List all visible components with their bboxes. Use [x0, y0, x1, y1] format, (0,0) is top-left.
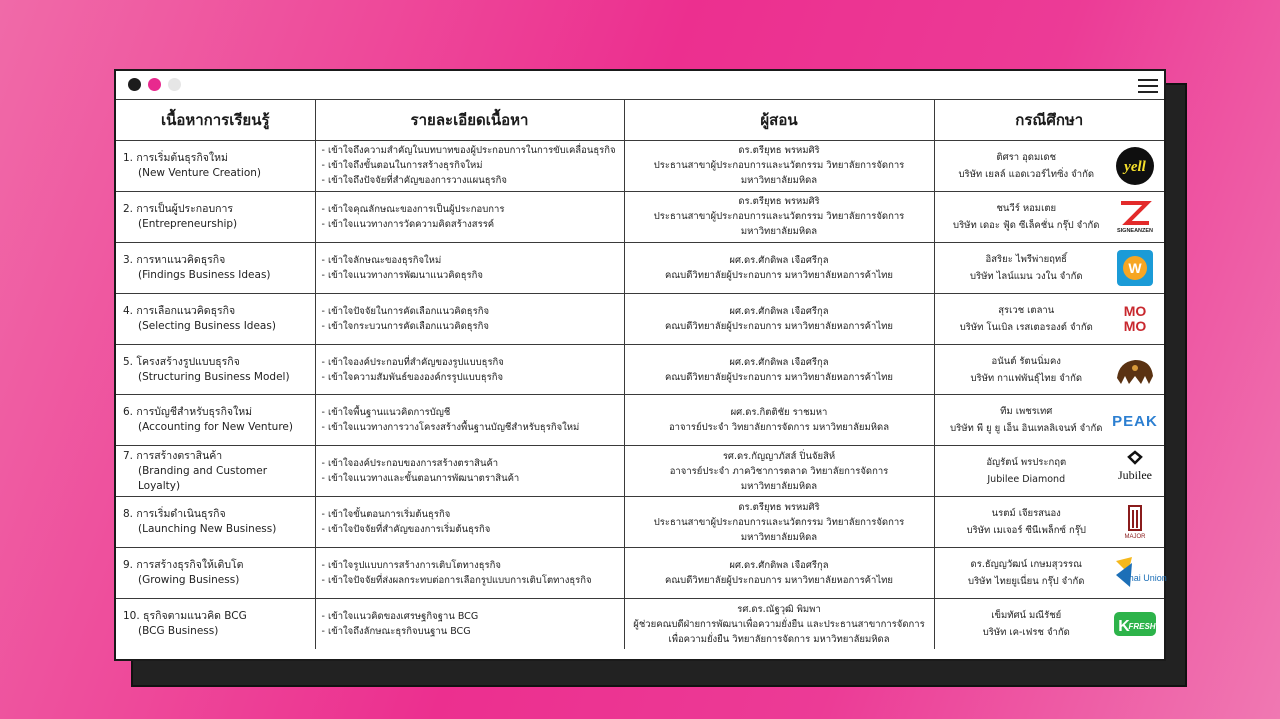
- topic-english: (Launching New Business): [138, 523, 277, 536]
- case-person: ดร.ธัญญวัฒน์ เกษมสุวรรณ: [970, 559, 1082, 571]
- maximize-dot[interactable]: [168, 78, 181, 91]
- topic-cell: [116, 141, 315, 192]
- case-study-cell: [934, 548, 1167, 599]
- instructor-cell: [624, 548, 934, 599]
- topic-english: (Structuring Business Model): [138, 370, 290, 383]
- topic-english: (Entrepreneurship): [138, 217, 238, 230]
- detail-line: - เข้าใจคุณลักษณะของการเป็นผู้ประกอบการ: [321, 203, 505, 215]
- logo-text: Jubilee: [1118, 468, 1152, 483]
- logo-text: FRESH: [1128, 622, 1156, 632]
- detail-line: - เข้าใจถึงลักษณะธุรกิจบนฐาน BCG: [321, 626, 471, 638]
- topic-thai: 6. การบัญชีสำหรับธุรกิจใหม่: [123, 406, 253, 419]
- instructor-line: ประธานสาขาผู้ประกอบการและนวัตกรรม วิทยาลัยการจัดการ: [653, 160, 905, 172]
- detail-line: - เข้าใจแนวทางการพัฒนาแนวคิดธุรกิจ: [321, 269, 483, 281]
- instructor-line: คณบดีวิทยาลัยผู้ประกอบการ มหาวิทยาลัยหอการค้าไทย: [665, 320, 893, 332]
- instructor-cell: [624, 497, 934, 548]
- details-cell: [315, 344, 624, 395]
- hamburger-menu-icon[interactable]: [1138, 79, 1158, 93]
- topic-thai: 2. การเป็นผู้ประกอบการ: [123, 202, 233, 215]
- case-company: บริษัท พี ยู ยู เอ็น อินเทลลิเจนท์ จำกัด: [950, 423, 1103, 435]
- table-body: [116, 141, 1167, 650]
- topic-thai: 3. การหาแนวคิดธุรกิจ: [123, 253, 226, 266]
- instructor-line: ประธานสาขาผู้ประกอบการและนวัตกรรม วิทยาลัยการจัดการ: [653, 211, 905, 223]
- case-study-cell: [934, 293, 1164, 344]
- instructor-cell: [624, 242, 934, 293]
- instructor-cell: [624, 599, 934, 650]
- case-study-cell: [934, 191, 1164, 242]
- topic-english: (Findings Business Ideas): [138, 268, 271, 281]
- table-row: [116, 293, 1164, 344]
- case-company: บริษัท เดอะ ฟู้ด ซีเล็คชั่น กรุ๊ป จำกัด: [953, 219, 1100, 231]
- logo-text: MAJOR: [1124, 534, 1146, 541]
- elephant-coffee-logo: [1112, 350, 1158, 390]
- instructor-line: ผศ.ดร.ศักดิพล เจือศรีกุล: [729, 305, 829, 317]
- browser-window: [114, 69, 1166, 661]
- case-person: ทีม เพชรเทศ: [1000, 406, 1053, 418]
- curriculum-table: [116, 99, 1167, 649]
- detail-line: - เข้าใจรูปแบบการสร้างการเติบโตทางธุรกิจ: [321, 560, 501, 572]
- table-row: [116, 191, 1164, 242]
- yell-logo: [1112, 146, 1158, 186]
- instructor-line: ดร.ตรียุทธ พรหมศิริ: [738, 145, 820, 157]
- logo-text: yell: [1124, 158, 1146, 175]
- case-person: อนันต์ รัตนนิ่มคง: [991, 355, 1061, 367]
- details-cell: [315, 395, 624, 446]
- case-study-cell: [934, 599, 1164, 650]
- case-company: บริษัท ไทยยูเนี่ยน กรุ๊ป จำกัด: [968, 576, 1085, 588]
- logo-text: Thai Union: [1123, 573, 1167, 584]
- topic-thai: 7. การสร้างตราสินค้า: [123, 449, 223, 462]
- detail-line: - เข้าใจขั้นตอนการเริ่มต้นธุรกิจ: [321, 509, 451, 521]
- case-study-cell: [934, 242, 1164, 293]
- instructor-cell: [624, 395, 934, 446]
- table-row: [116, 446, 1164, 497]
- topic-english: (Branding and Customer Loyalty): [138, 464, 268, 492]
- topic-thai: 9. การสร้างธุรกิจให้เติบโต: [123, 559, 244, 572]
- details-cell: [315, 242, 624, 293]
- table-row: [116, 497, 1164, 548]
- svg-text:MO: MO: [1123, 302, 1147, 319]
- table-row: [116, 344, 1164, 395]
- logo-text: PEAK: [1112, 413, 1158, 431]
- instructor-cell: [624, 191, 934, 242]
- table-row: [116, 242, 1164, 293]
- header-case-study: กรณีศึกษา: [934, 100, 1164, 141]
- case-company: บริษัท เมเจอร์ ซีนีเพล็กซ์ กรุ๊ป: [966, 525, 1086, 537]
- table-row: [116, 395, 1164, 446]
- jubilee-logo: [1112, 451, 1158, 491]
- case-study-cell: [934, 497, 1164, 548]
- detail-line: - เข้าใจลักษณะของธุรกิจใหม่: [321, 254, 442, 266]
- instructor-line: อาจารย์ประจำ วิทยาลัยการจัดการ มหาวิทยาลัยมหิดล: [668, 422, 890, 434]
- instructor-line: ดร.ตรียุทธ พรหมศิริ: [738, 196, 820, 208]
- case-company: บริษัท เยลล์ แอดเวอร์ไทซิ่ง จำกัด: [958, 168, 1094, 180]
- detail-line: - เข้าใจพื้นฐานแนวคิดการบัญชี: [321, 407, 451, 419]
- case-study-cell: [934, 446, 1164, 497]
- case-study-cell: [934, 141, 1164, 192]
- title-bar: [116, 71, 1164, 99]
- detail-line: - เข้าใจแนวทางการวางโครงสร้างพื้นฐานบัญชีสำหรับธุรกิจใหม่: [321, 422, 580, 434]
- topic-thai: 4. การเลือกแนวคิดธุรกิจ: [123, 304, 236, 317]
- case-person: นรตม์ เจียรสนอง: [991, 508, 1061, 520]
- svg-text:MO: MO: [1123, 317, 1147, 334]
- table-row: [116, 141, 1164, 192]
- thai-union-logo: [1112, 553, 1167, 593]
- instructor-line: อาจารย์ประจำ ภาควิชาการตลาด วิทยาลัยการจัดการ: [669, 465, 889, 477]
- instructor-line: มหาวิทยาลัยมหิดล: [740, 480, 818, 492]
- detail-line: - เข้าใจองค์ประกอบที่สำคัญของรูปแบบธุรกิจ: [321, 356, 504, 368]
- minimize-dot[interactable]: [148, 78, 161, 91]
- detail-line: - เข้าใจแนวคิดของเศรษฐกิจฐาน BCG: [321, 611, 479, 623]
- svg-text:K: K: [1118, 618, 1130, 636]
- details-cell: [315, 497, 624, 548]
- topic-thai: 1. การเริ่มต้นธุรกิจใหม่: [123, 151, 228, 164]
- topic-cell: [116, 497, 315, 548]
- detail-line: - เข้าใจองค์ประกอบของการสร้างตราสินค้า: [321, 458, 499, 470]
- logo-text: SIGNEANZEN: [1116, 227, 1154, 234]
- instructor-line: ผศ.ดร.กิตติชัย ราชมหา: [730, 407, 828, 419]
- case-company: บริษัท เค-เฟรช จำกัด: [982, 627, 1070, 639]
- table-row: [116, 548, 1164, 599]
- instructor-line: ผศ.ดร.ศักดิพล เจือศรีกุล: [729, 560, 829, 572]
- topic-english: (New Venture Creation): [138, 166, 261, 179]
- instructor-cell: [624, 293, 934, 344]
- case-company: บริษัท โนเบิล เรสเตอรองต์ จำกัด: [959, 321, 1093, 333]
- case-person: ชนวีร์ หอมเตย: [996, 202, 1057, 214]
- instructor-line: คณบดีวิทยาลัยผู้ประกอบการ มหาวิทยาลัยหอการค้าไทย: [665, 575, 893, 587]
- case-person: อัญรัตน์ พรประกฤต: [986, 457, 1067, 469]
- instructor-line: รศ.ดร.กัญญาภัสส์ ปิ่นจัยสิห์: [722, 450, 836, 462]
- instructor-line: ดร.ตรียุทธ พรหมศิริ: [738, 501, 820, 513]
- instructor-cell: [624, 344, 934, 395]
- instructor-line: คณบดีวิทยาลัยผู้ประกอบการ มหาวิทยาลัยหอการค้าไทย: [665, 269, 893, 281]
- details-cell: [315, 141, 624, 192]
- detail-line: - เข้าใจปัจจัยที่สำคัญของการเริ่มต้นธุรกิจ: [321, 524, 491, 536]
- instructor-line: รศ.ดร.ณัฐวุฒิ พิมพา: [737, 603, 821, 615]
- topic-cell: [116, 191, 315, 242]
- header-instructor: ผู้สอน: [624, 100, 934, 141]
- instructor-line: มหาวิทยาลัยมหิดล: [740, 531, 818, 543]
- detail-line: - เข้าใจกระบวนการคัดเลือกแนวคิดธุรกิจ: [321, 320, 489, 332]
- topic-cell: [116, 344, 315, 395]
- table-row: [116, 599, 1164, 650]
- topic-cell: [116, 548, 315, 599]
- topic-thai: 10. ธุรกิจตามแนวคิด BCG: [123, 610, 247, 623]
- header-details: รายละเอียดเนื้อหา: [315, 100, 624, 141]
- detail-line: - เข้าใจความสัมพันธ์ขององค์กรรูปแบบธุรกิจ: [321, 371, 504, 383]
- detail-line: - เข้าใจแนวทางการวัดความคิดสร้างสรรค์: [321, 218, 495, 230]
- wongnai-logo: [1112, 248, 1158, 288]
- case-company: บริษัท ไลน์แมน วงใน จำกัด: [969, 270, 1083, 282]
- topic-cell: [116, 293, 315, 344]
- instructor-line: ผศ.ดร.ศักดิพล เจือศรีกุล: [729, 254, 829, 266]
- topic-cell: [116, 599, 315, 650]
- detail-line: - เข้าใจถึงความสำคัญในบทบาทของผู้ประกอบการในการขับเคลื่อนธุรกิจ: [321, 145, 616, 157]
- topic-thai: 5. โครงสร้างรูปแบบธุรกิจ: [123, 355, 240, 368]
- case-person: อิสริยะ ไพรีพ่ายฤทธิ์: [985, 253, 1067, 265]
- table-header-row: [116, 100, 1164, 141]
- case-person: ติศรา อุดมเดช: [996, 151, 1057, 163]
- header-topic: เนื้อหาการเรียนรู้: [116, 100, 315, 141]
- instructor-cell: [624, 141, 934, 192]
- topic-english: (Accounting for New Venture): [138, 421, 293, 434]
- details-cell: [315, 446, 624, 497]
- case-company: บริษัท กาแฟพันธุ์ไทย จำกัด: [970, 372, 1083, 384]
- instructor-line: มหาวิทยาลัยมหิดล: [740, 226, 818, 238]
- peak-logo: [1112, 400, 1158, 440]
- detail-line: - เข้าใจปัจจัยที่ส่งผลกระทบต่อการเลือกรูปแบบการเติบโตทางธุรกิจ: [321, 575, 592, 587]
- instructor-line: เพื่อความยั่งยืน วิทยาลัยการจัดการ มหาวิทยาลัยมหิดล: [668, 633, 890, 645]
- case-person: เข็มทัศน์ มณีรัชย์: [991, 610, 1062, 622]
- instructor-line: ประธานสาขาผู้ประกอบการและนวัตกรรม วิทยาลัยการจัดการ: [653, 516, 905, 528]
- detail-line: - เข้าใจถึงขั้นตอนในการสร้างธุรกิจใหม่: [321, 160, 483, 172]
- detail-line: - เข้าใจถึงปัจจัยที่สำคัญของการวางแผนธุรกิจ: [321, 175, 507, 187]
- instructor-line: มหาวิทยาลัยมหิดล: [740, 175, 818, 187]
- momo-logo: [1112, 299, 1158, 339]
- details-cell: [315, 191, 624, 242]
- instructor-line: ผศ.ดร.ศักดิพล เจือศรีกุล: [729, 356, 829, 368]
- case-company: Jubilee Diamond: [987, 474, 1066, 486]
- major-logo: [1112, 502, 1158, 542]
- details-cell: [315, 548, 624, 599]
- details-cell: [315, 599, 624, 650]
- close-dot[interactable]: [128, 78, 141, 91]
- case-study-cell: [934, 395, 1164, 446]
- kfresh-logo: [1112, 604, 1158, 644]
- detail-line: - เข้าใจปัจจัยในการคัดเลือกแนวคิดธุรกิจ: [321, 305, 490, 317]
- logo-text: W: [1128, 259, 1142, 276]
- case-person: สุรเวช เตลาน: [998, 304, 1055, 316]
- topic-english: (BCG Business): [138, 625, 219, 638]
- instructor-line: คณบดีวิทยาลัยผู้ประกอบการ มหาวิทยาลัยหอการค้าไทย: [665, 371, 893, 383]
- case-study-cell: [934, 344, 1164, 395]
- topic-english: (Selecting Business Ideas): [138, 319, 276, 332]
- instructor-line: ผู้ช่วยคณบดีฝ่ายการพัฒนาเพื่อความยั่งยืน และประธานสาขาการจัดการ: [633, 618, 925, 630]
- detail-line: - เข้าใจแนวทางและขั้นตอนการพัฒนาตราสินค้า: [321, 473, 520, 485]
- topic-cell: [116, 446, 315, 497]
- details-cell: [315, 293, 624, 344]
- topic-english: (Growing Business): [138, 574, 240, 587]
- topic-cell: [116, 242, 315, 293]
- instructor-cell: [624, 446, 934, 497]
- topic-cell: [116, 395, 315, 446]
- signeanzen-logo: [1112, 197, 1158, 237]
- topic-thai: 8. การเริ่มดำเนินธุรกิจ: [123, 508, 226, 521]
